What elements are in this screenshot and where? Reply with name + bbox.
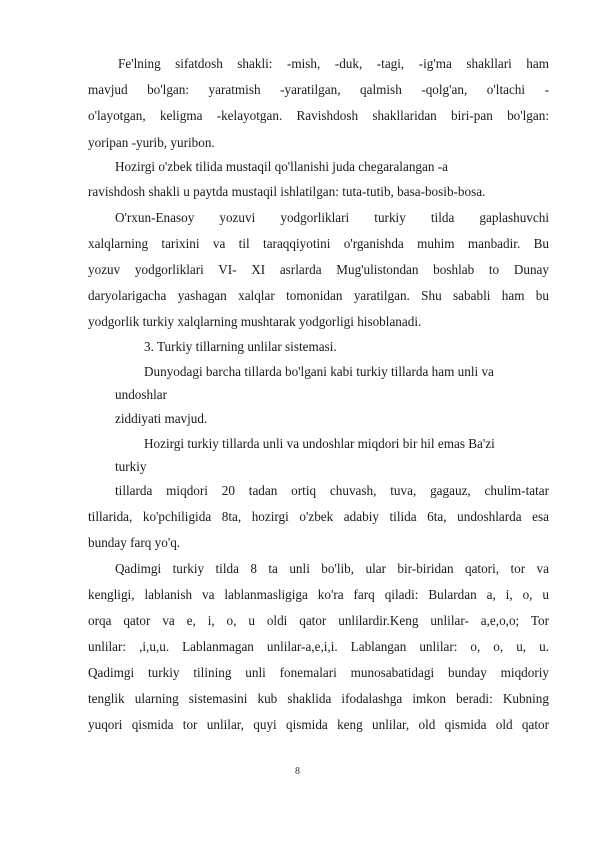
text-line: yodgorlik turkiy xalqlarning mushtarak yodgorligi hisoblanadi. xyxy=(88,314,422,329)
text-line: ziddiyati mavjud. xyxy=(115,411,208,426)
text-line: unlilar: ,i,u,u. Lablanmagan unlilar-a,e,i,i. Lablangan unlilar: o, o, u, u. xyxy=(88,639,549,654)
text-line: o'layotgan, keligma -kelayotgan. Ravishdosh shakllaridan biri-pan bo'lgan: xyxy=(88,108,549,123)
text-line: Fe'lning sifatdosh shakli: -mish, -duk, -tagi, -ig'ma shakllari ham xyxy=(118,56,549,71)
text-line: tillarida, ko'pchiligida 8ta, hozirgi o'zbek adabiy tilida 6ta, undoshlarda esa xyxy=(88,509,549,524)
text-line: yuqori qismida tor unlilar, quyi qismida keng unlilar, old qismida old qator xyxy=(88,717,549,732)
text-line: Qadimgi turkiy tilda 8 ta unli bo'lib, ular bir-biridan qatori, tor va xyxy=(115,561,549,576)
text-line: bunday farq yo'q. xyxy=(88,535,181,550)
text-line: tillarda miqdori 20 tadan ortiq chuvash, tuva, gagauz, chulim-tatar xyxy=(115,483,549,498)
text-line: ravishdosh shakli u paytda mustaqil ishlatilgan: tuta-tutib, basa-bosib-bosa. xyxy=(88,184,486,199)
text-line: kengligi, lablanish va lablanmasligiga ko'ra farq qiladi: Bulardan a, i, o, u xyxy=(88,587,549,602)
text-line: tenglik ularning sistemasini kub shaklida ifodalashga imkon beradi: Kubning xyxy=(88,691,549,706)
text-line: yozuv yodgorliklari VI- XI asrlarda Mug'ulistondan boshlab to Dunay xyxy=(88,262,549,277)
text-line: turkiy xyxy=(115,459,147,474)
section-heading: 3. Turkiy tillarning unlilar sistemasi. xyxy=(144,339,337,354)
text-line: daryolarigacha yashagan xalqlar tomonidan yaratilgan. Shu sababli ham bu xyxy=(88,288,549,303)
page-number: 8 xyxy=(295,766,300,777)
text-line: undoshlar xyxy=(115,387,168,402)
text-line: Hozirgi o'zbek tilida mustaqil qo'llanishi juda chegaralangan -a xyxy=(115,159,448,174)
text-line: mavjud bo'lgan: yaratmish -yaratilgan, qalmish -qolg'an, o'ltachi - xyxy=(88,82,549,97)
text-line: yoripan -yurib, yuribon. xyxy=(88,135,215,150)
text-line: Qadimgi turkiy tilining unli fonemalari munosabatidagi bunday miqdoriy xyxy=(88,665,549,680)
text-line: orqa qator va e, i, o, u oldi qator unlilardir.Keng unlilar- a,e,o,o; Tor xyxy=(88,613,549,628)
text-line: Hozirgi turkiy tillarda unli va undoshlar miqdori bir hil emas Ba'zi xyxy=(144,436,495,451)
text-line: O'rxun-Enasoy yozuvi yodgorliklari turkiy tilda gaplashuvchi xyxy=(115,210,549,225)
text-line: Dunyodagi barcha tillarda bo'lgani kabi turkiy tillarda ham unli va xyxy=(144,364,494,379)
text-line: xalqlarning tarixini va til taraqqiyotini o'rganishda muhim manbadir. Bu xyxy=(88,236,549,251)
